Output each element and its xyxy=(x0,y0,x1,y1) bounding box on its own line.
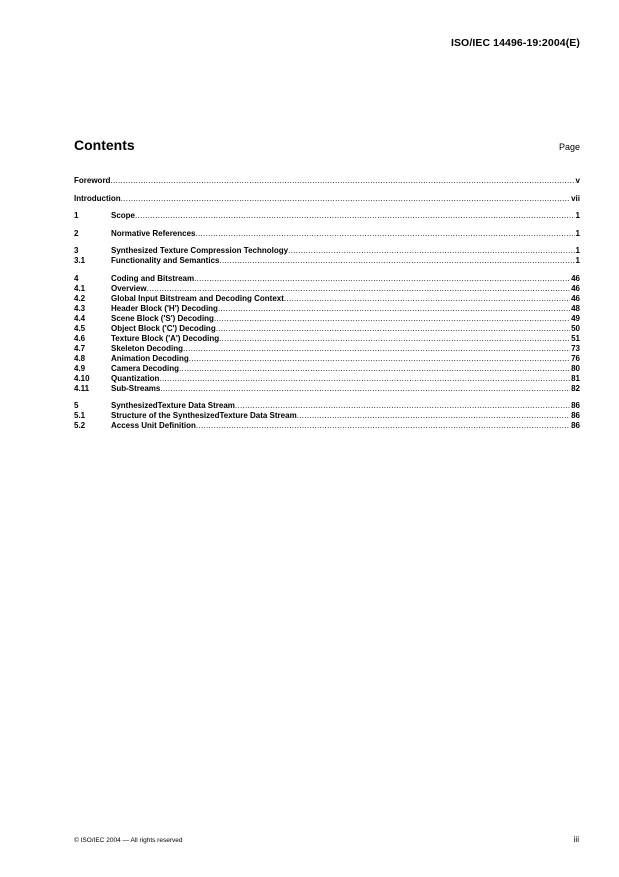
toc-dot-leader xyxy=(219,334,570,344)
toc-entry-page: 1 xyxy=(575,228,580,238)
toc-dot-leader xyxy=(284,294,570,304)
toc-entry-page: 48 xyxy=(571,303,580,313)
toc-entry-4-2[interactable] xyxy=(74,294,580,304)
toc-dot-leader xyxy=(183,344,570,354)
contents-title: Contents xyxy=(74,137,135,153)
toc-entry-title: Foreword xyxy=(74,176,111,185)
toc-entry-page: 46 xyxy=(571,283,580,293)
toc-dot-leader xyxy=(110,176,574,186)
toc-entry-4-3[interactable] xyxy=(74,304,580,314)
toc-entry-page: 50 xyxy=(571,323,580,333)
toc-entry-number: 2 xyxy=(74,228,79,238)
toc-entry-number: 4.11 xyxy=(74,383,90,393)
toc-entry-page: 46 xyxy=(571,273,580,283)
toc-dot-leader xyxy=(216,324,570,334)
toc-entry-page: 51 xyxy=(571,333,580,343)
toc-entry-title: Object Block ('C') Decoding xyxy=(111,323,216,333)
toc-entry-title: Sub-Streams xyxy=(111,383,161,393)
toc-dot-leader xyxy=(179,364,570,374)
toc-dot-leader xyxy=(160,384,570,394)
toc-dot-leader xyxy=(219,256,574,266)
toc-entry-4-4[interactable] xyxy=(74,314,580,324)
toc-entry-page: v xyxy=(575,176,580,185)
toc-entry-page: 1 xyxy=(575,256,580,265)
toc-entry-number: 3.1 xyxy=(74,256,86,265)
toc-entry-2[interactable] xyxy=(74,229,580,239)
toc-entry-page: 76 xyxy=(571,353,580,363)
toc-entry-title: Synthesized Texture Compression Technology xyxy=(111,246,289,255)
toc-entry-title: SynthesizedTexture Data Stream xyxy=(111,401,235,410)
toc-entry-number: 4.2 xyxy=(74,293,86,303)
toc-entry-page: 49 xyxy=(571,313,580,323)
page-column-label: Page xyxy=(558,142,580,152)
toc-entry-number: 4.10 xyxy=(74,373,90,383)
toc-dot-leader xyxy=(288,246,574,256)
toc-entry-page: vii xyxy=(571,193,580,203)
toc-entry-title: Overview xyxy=(111,283,147,293)
document-id: ISO/IEC 14496-19:2004(E) xyxy=(450,37,580,49)
toc-entry-title: Coding and Bitstream xyxy=(111,273,195,283)
toc-dot-leader xyxy=(196,421,570,431)
toc-entry-introduction[interactable] xyxy=(74,194,580,204)
toc-entry-title: Access Unit Definition xyxy=(111,421,196,430)
toc-entry-title: Scene Block ('S') Decoding xyxy=(111,313,214,323)
toc-entry-4-6[interactable] xyxy=(74,334,580,344)
toc-entry-5-2[interactable] xyxy=(74,421,580,431)
toc-entry-number: 4.8 xyxy=(74,353,86,363)
toc-entry-title: Functionality and Semantics xyxy=(111,256,220,265)
toc-entry-4-1[interactable] xyxy=(74,284,580,294)
toc-entry-page: 73 xyxy=(571,343,580,353)
toc-entry-4-8[interactable] xyxy=(74,354,580,364)
toc-entry-4-7[interactable] xyxy=(74,344,580,354)
toc-entry-page: 80 xyxy=(571,363,580,373)
toc-entry-page: 81 xyxy=(571,373,580,383)
toc-entry-number: 3 xyxy=(74,246,79,255)
toc-entry-title: Introduction xyxy=(74,193,121,203)
toc-entry-number: 5 xyxy=(74,401,79,410)
toc-entry-5-1[interactable] xyxy=(74,411,580,421)
toc-dot-leader xyxy=(195,229,574,239)
toc-entry-title: Skeleton Decoding xyxy=(111,343,184,353)
toc-entry-page: 1 xyxy=(575,211,580,220)
toc-entry-number: 4.1 xyxy=(74,283,86,293)
toc-entry-title: Normative References xyxy=(111,228,196,238)
toc-dot-leader xyxy=(218,304,570,314)
toc-dot-leader xyxy=(135,211,575,221)
toc-dot-leader xyxy=(194,274,570,284)
toc-entry-5[interactable] xyxy=(74,401,580,411)
toc-entry-3-1[interactable] xyxy=(74,256,580,266)
toc-entry-number: 4.7 xyxy=(74,343,86,353)
toc-dot-leader xyxy=(159,374,570,384)
footer-page-number: iii xyxy=(573,835,579,844)
toc-entry-page: 86 xyxy=(571,421,580,430)
footer-copyright: © ISO/IEC 2004 — All rights reserved xyxy=(74,837,183,844)
toc-entry-number: 4.3 xyxy=(74,303,86,313)
toc-entry-page: 1 xyxy=(575,246,580,255)
toc-entry-4-11[interactable] xyxy=(74,384,580,394)
toc-dot-leader xyxy=(214,314,570,324)
toc-entry-number: 5.1 xyxy=(74,411,86,420)
toc-entry-4[interactable] xyxy=(74,274,580,284)
toc-entry-number: 5.2 xyxy=(74,421,86,430)
contents-header xyxy=(74,137,580,153)
toc-entry-title: Header Block ('H') Decoding xyxy=(111,303,218,313)
toc-entry-page: 82 xyxy=(571,383,580,393)
toc-entry-page: 86 xyxy=(571,411,580,420)
toc-entry-title: Quantization xyxy=(111,373,160,383)
toc-entry-title: Camera Decoding xyxy=(111,363,180,373)
toc-entry-1[interactable] xyxy=(74,211,580,221)
toc-entry-number: 4.5 xyxy=(74,323,86,333)
toc-dot-leader xyxy=(147,284,571,294)
toc-entry-title: Animation Decoding xyxy=(111,353,189,363)
toc-entry-number: 4 xyxy=(74,273,79,283)
toc-entry-title: Global Input Bitstream and Decoding Context xyxy=(111,293,284,303)
toc-dot-leader xyxy=(121,194,570,204)
toc-dot-leader xyxy=(297,411,570,421)
toc-entry-4-5[interactable] xyxy=(74,324,580,334)
toc-entry-number: 1 xyxy=(74,211,79,220)
toc-dot-leader xyxy=(189,354,570,364)
toc-entry-number: 4.9 xyxy=(74,363,86,373)
toc-entry-4-10[interactable] xyxy=(74,374,580,384)
toc-dot-leader xyxy=(235,401,570,411)
toc-entry-title: Scope xyxy=(111,211,136,220)
toc-entry-page: 46 xyxy=(571,293,580,303)
toc-entry-number: 4.6 xyxy=(74,333,86,343)
toc-entry-number: 4.4 xyxy=(74,313,86,323)
table-of-contents xyxy=(74,176,580,431)
toc-entry-title: Structure of the SynthesizedTexture Data Stream xyxy=(111,411,297,420)
toc-entry-page: 86 xyxy=(571,401,580,410)
toc-entry-4-9[interactable] xyxy=(74,364,580,374)
toc-entry-title: Texture Block ('A') Decoding xyxy=(111,333,220,343)
toc-entry-foreword[interactable] xyxy=(74,176,580,186)
toc-entry-3[interactable] xyxy=(74,246,580,256)
